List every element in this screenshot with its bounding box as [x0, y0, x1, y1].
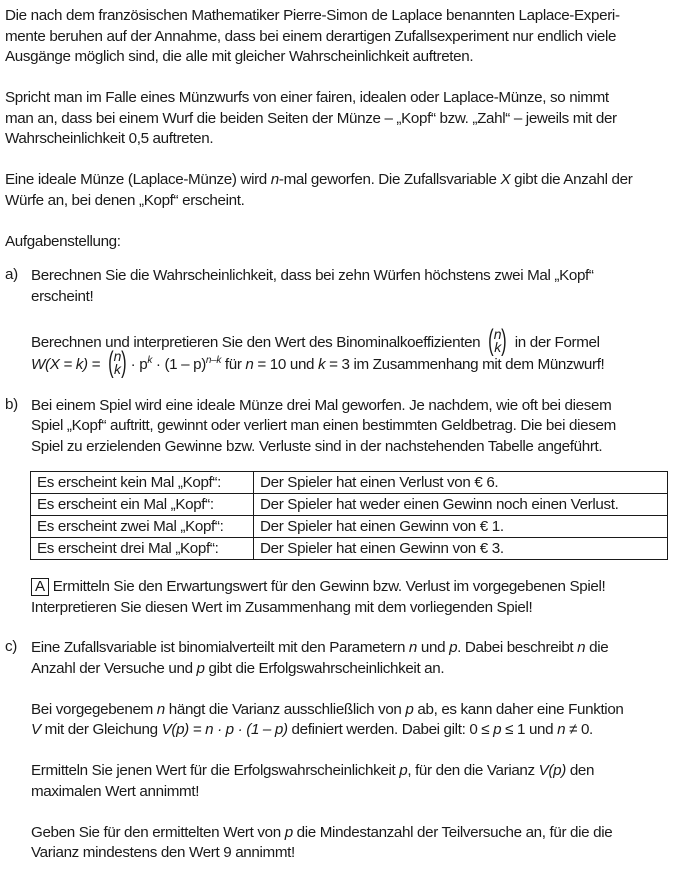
task-label-a: a) — [5, 266, 18, 283]
intro-paragraph-2 — [5, 88, 682, 150]
text-span: für — [221, 355, 246, 373]
formula-line — [31, 345, 682, 380]
task-b — [5, 396, 682, 619]
task-label-c: c) — [5, 638, 17, 655]
text-line: mente beruhen auf der Annahme, dass bei einem derartigen Zufallsexperiment nur endlich viele — [5, 27, 617, 45]
task-a — [5, 266, 682, 380]
intro-paragraph-1 — [5, 6, 682, 68]
text-line — [31, 323, 682, 357]
binom-top: n — [113, 347, 122, 364]
text-span: Ermitteln Sie jenen Wert für die Erfolgswahrscheinlichkeit — [31, 762, 400, 779]
text-span: Geben Sie für den ermittelten Wert von — [31, 823, 285, 841]
binomial-coefficient: ( n k ) — [488, 323, 507, 357]
text-span: in der Formel — [514, 333, 600, 351]
variable-v: V — [31, 721, 41, 738]
text-span: Berechnen und interpretieren Sie den Wert des Binominalkoeffizienten — [31, 333, 481, 351]
competency-box-a: A — [31, 578, 49, 596]
table-row — [31, 494, 668, 516]
task-c — [5, 638, 682, 864]
table-row — [31, 516, 668, 538]
text-line: Spricht man im Falle eines Münzwurfs von einer fairen, idealen oder Laplace-Münze, so nimmt — [5, 89, 609, 106]
task-c-paragraph-3 — [31, 761, 682, 802]
variable-k: k — [318, 355, 326, 373]
table-cell-outcome: Es erscheint ein Mal „Kopf“: — [31, 494, 254, 516]
text-line: Die nach dem französischen Mathematiker Pierre-Simon de Laplace benannten Laplace-Experi- — [5, 7, 620, 24]
binom-top: n — [493, 325, 502, 342]
text-span: hängt die Varianz ausschließlich von — [164, 700, 406, 718]
text-span: mit der Gleichung — [40, 721, 162, 738]
task-b-question — [31, 577, 682, 618]
text-span: und — [417, 639, 450, 656]
payoff-table — [30, 471, 668, 560]
formula-part: · (1 – p) — [152, 355, 206, 373]
text-line — [31, 577, 682, 598]
variable-n: n — [577, 639, 586, 656]
text-line: Berechnen Sie die Wahrscheinlichkeit, dass bei zehn Würfen höchstens zwei Mal „Kopf“ — [31, 267, 594, 284]
variable-p: p — [449, 639, 458, 656]
text-line: Interpretieren Sie diesen Wert im Zusammenhang mit dem vorliegenden Spiel! — [31, 598, 533, 616]
text-line — [5, 170, 682, 191]
text-span: Ermitteln Sie den Erwartungswert für den Gewinn bzw. Verlust im vorgegebenen Spiel! — [52, 578, 606, 595]
text-span: -mal geworfen. Die Zufallsvariable — [278, 171, 501, 188]
text-line: Würfe an, bei denen „Kopf“ erscheint. — [5, 191, 245, 209]
text-span: Anzahl der Versuche und — [31, 659, 197, 677]
table-cell-result: Der Spieler hat einen Gewinn von € 3. — [254, 538, 668, 560]
text-line: maximalen Wert annimmt! — [31, 782, 200, 800]
table-cell-outcome: Es erscheint zwei Mal „Kopf“: — [31, 516, 254, 538]
table-cell-outcome: Es erscheint kein Mal „Kopf“: — [31, 472, 254, 494]
table-cell-result: Der Spieler hat einen Gewinn von € 1. — [254, 516, 668, 538]
table-cell-result: Der Spieler hat weder einen Gewinn noch einen Verlust. — [254, 494, 668, 516]
text-line: Varianz mindestens den Wert 9 annimmt! — [31, 844, 295, 861]
variable-p: p — [493, 721, 502, 738]
binomial-coefficient: ( n k ) — [108, 345, 127, 379]
text-line: Spiel zu erzielenden Gewinne bzw. Verluste sind in der nachstehenden Tabelle angeführt. — [31, 437, 603, 455]
section-heading: Aufgabenstellung: — [5, 232, 121, 250]
text-span: die Mindestanzahl der Teilversuche an, für die die — [292, 823, 613, 841]
text-span: den — [565, 762, 595, 779]
text-span: ≤ 1 und — [501, 721, 558, 738]
text-line — [31, 761, 682, 782]
task-label-b: b) — [5, 395, 18, 413]
text-span: Eine Zufallsvariable ist binomialverteilt mit den Parametern — [31, 639, 409, 656]
binom-bottom: k — [494, 338, 501, 355]
text-span: ≠ 0. — [565, 721, 593, 738]
text-line: Spiel „Kopf“ auftritt, gewinnt oder verliert man einen bestimmten Geldbetrag. Die bei diesem — [31, 417, 616, 434]
text-span: Eine ideale Münze (Laplace-Münze) wird — [5, 171, 271, 188]
variable-n: n — [245, 355, 254, 373]
table-row — [31, 472, 668, 494]
variance-formula: V(p) = n · p · (1 – p) — [161, 721, 288, 738]
formula-lhs: W(X = k) = — [31, 355, 101, 373]
text-span: definiert werden. Dabei gilt: 0 ≤ — [287, 721, 494, 738]
table-row — [31, 538, 668, 560]
variable-n: n — [270, 171, 279, 188]
text-line — [31, 823, 682, 844]
text-span: = 10 und — [253, 355, 319, 373]
intro-paragraph-3 — [5, 170, 682, 211]
variable-p: p — [405, 700, 414, 718]
text-line: Ausgänge möglich sind, die alle mit gleicher Wahrscheinlichkeit auftreten. — [5, 48, 474, 65]
variable-p: p — [399, 762, 408, 779]
formula-part: · p — [130, 355, 148, 373]
text-span: . Dabei beschreibt — [457, 639, 578, 656]
text-line: Bei einem Spiel wird eine ideale Münze drei Mal geworfen. Je nachdem, wie oft bei diesem — [31, 396, 612, 414]
text-span: ab, es kann daher eine Funktion — [413, 700, 624, 718]
text-line — [31, 638, 682, 659]
exponent-n-minus-k: n–k — [205, 354, 221, 366]
variable-n: n — [408, 639, 418, 656]
text-line — [31, 700, 682, 721]
text-line: man an, dass bei einem Wurf die beiden Seiten der Münze – „Kopf“ bzw. „Zahl“ – jeweils mit der — [5, 109, 617, 127]
task-c-paragraph-1 — [31, 638, 682, 679]
variable-p: p — [196, 659, 205, 677]
text-span: gibt die Anzahl der — [510, 171, 633, 188]
binom-bottom: k — [113, 360, 121, 377]
text-span: gibt die Erfolgswahrscheinlichkeit an. — [204, 659, 445, 677]
variable-x: X — [500, 171, 511, 188]
text-span: die — [585, 639, 609, 656]
task-c-paragraph-2 — [31, 700, 682, 741]
text-span: Bei vorgegebenem — [31, 700, 157, 718]
variable-p: p — [284, 823, 293, 841]
text-span: = 3 im Zusammenhang mit dem Münzwurf! — [325, 355, 605, 373]
text-line: Wahrscheinlichkeit 0,5 auftreten. — [5, 130, 214, 147]
table-cell-result: Der Spieler hat einen Verlust von € 6. — [254, 472, 668, 494]
text-span: , für den die Varianz — [407, 762, 539, 779]
text-line: erscheint! — [31, 287, 94, 305]
text-line — [31, 659, 682, 680]
variable-n: n — [156, 700, 165, 718]
variable-vp: V(p) — [538, 762, 566, 779]
text-line — [31, 720, 682, 741]
exponent-k: k — [147, 354, 153, 366]
task-a-question-2 — [31, 323, 682, 380]
variable-n: n — [557, 721, 566, 738]
table-cell-outcome: Es erscheint drei Mal „Kopf“: — [31, 538, 254, 560]
task-c-paragraph-4 — [31, 823, 682, 864]
